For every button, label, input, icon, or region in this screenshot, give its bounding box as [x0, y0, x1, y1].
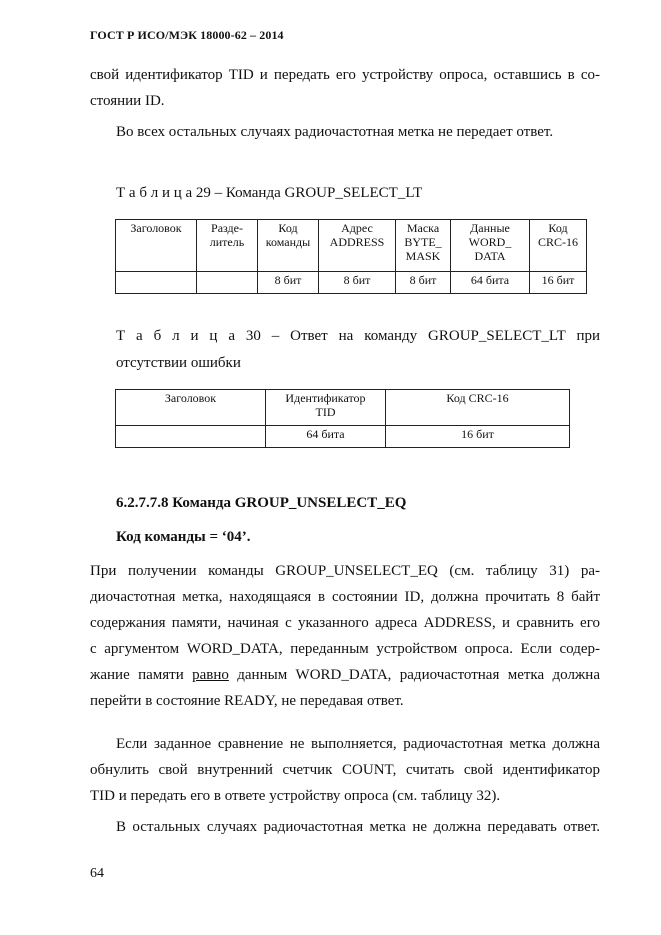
- table-30: [115, 389, 570, 448]
- table-header-cell: Данные WORD_ DATA: [451, 220, 530, 272]
- table-header-row: [116, 220, 587, 272]
- table-header-cell: Идентификатор TID: [266, 390, 386, 426]
- table-header-cell: Адрес ADDRESS: [319, 220, 396, 272]
- text-line: свой идентификатор TID и передать его устройству опроса, оставшись в со-: [90, 67, 600, 83]
- text-line: содержания памяти, начиная с указанного адреса ADDRESS, и сравнить его: [90, 615, 600, 631]
- table-30-caption-line1: Т а б л и ц а 30 – Ответ на команду GROUP_SELECT_LT при: [116, 328, 600, 344]
- table-row: [116, 272, 587, 294]
- table-header-cell: Код CRC-16: [386, 390, 570, 426]
- document-header: ГОСТ Р ИСО/МЭК 18000-62 – 2014: [90, 28, 284, 42]
- table-cell: [197, 272, 258, 294]
- paragraph-1: [90, 558, 600, 714]
- text-line: стоянии ID.: [90, 93, 165, 109]
- table-cell: 8 бит: [396, 272, 451, 294]
- table-cell: 8 бит: [319, 272, 396, 294]
- paragraph-3: [90, 814, 600, 840]
- command-code: Код команды = ‘04’.: [116, 529, 251, 545]
- paragraph-2: [90, 731, 600, 809]
- text-line: TID и передать его в ответе устройству опроса (см. таблицу 32).: [90, 788, 501, 804]
- table-29-caption: Т а б л и ц а 29 – Команда GROUP_SELECT_LT: [116, 185, 423, 201]
- table-row: [116, 426, 570, 448]
- text-line: обнулить свой внутренний счетчик COUNT, считать свой идентификатор: [90, 762, 600, 778]
- table-29: [115, 219, 587, 294]
- table-cell: 64 бита: [451, 272, 530, 294]
- table-cell: 8 бит: [258, 272, 319, 294]
- table-30-caption-line2: отсутствии ошибки: [116, 355, 241, 371]
- table-cell: [116, 272, 197, 294]
- text-line: диочастотная метка, находящаяся в состоянии ID, должна прочитать 8 байт: [90, 589, 600, 605]
- table-header-cell: Маска BYTE_ MASK: [396, 220, 451, 272]
- intro-paragraph: [90, 62, 600, 114]
- table-header-cell: Код CRC-16: [530, 220, 587, 272]
- text-line: перейти в состояние READY, не передавая ответ.: [90, 693, 404, 709]
- table-cell: 16 бит: [386, 426, 570, 448]
- text-line: При получении команды GROUP_UNSELECT_EQ (см. таблицу 31) ра-: [90, 563, 600, 579]
- table-header-cell: Код команды: [258, 220, 319, 272]
- table-header-cell: Заголовок: [116, 220, 197, 272]
- table-cell: 64 бита: [266, 426, 386, 448]
- table-cell: [116, 426, 266, 448]
- table-header-cell: Разде- литель: [197, 220, 258, 272]
- table-cell: 16 бит: [530, 272, 587, 294]
- text-line: Во всех остальных случаях радиочастотная метка не передает ответ.: [116, 124, 554, 140]
- table-header-row: [116, 390, 570, 426]
- text-line: Если заданное сравнение не выполняется, радиочастотная метка должна: [116, 736, 600, 752]
- section-title: 6.2.7.7.8 Команда GROUP_UNSELECT_EQ: [116, 495, 407, 511]
- text-line: с аргументом WORD_DATA, переданным устройством опроса. Если содер-: [90, 641, 600, 657]
- text-line: В остальных случаях радиочастотная метка не должна передавать ответ.: [116, 819, 600, 835]
- underlined-word: равно: [192, 667, 229, 683]
- text-line: жание памяти равно данным WORD_DATA, радиочастотная метка должна: [90, 667, 600, 683]
- table-header-cell: Заголовок: [116, 390, 266, 426]
- paragraph-other-cases: [116, 119, 576, 145]
- page-number: 64: [90, 866, 104, 881]
